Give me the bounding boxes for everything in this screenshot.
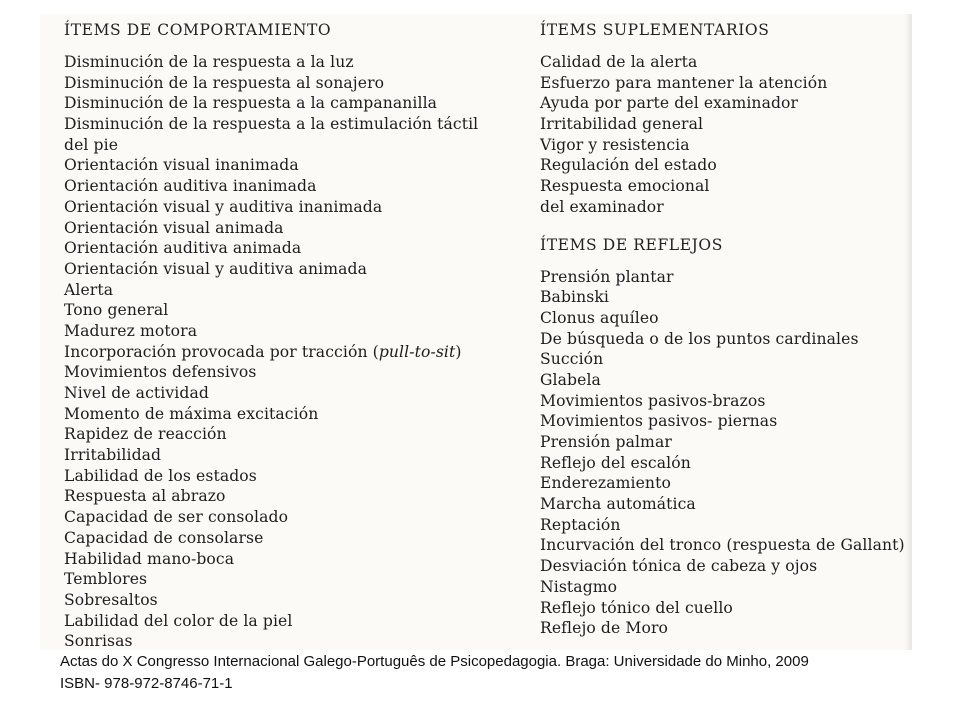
reflex-item: Enderezamiento [540, 474, 671, 493]
behavior-item: Respuesta al abrazo [64, 487, 226, 506]
supplementary-item: Esfuerzo para mantener la atención [540, 73, 828, 92]
reflex-item: Babinski [540, 288, 610, 307]
reflex-item: Movimientos pasivos- piernas [540, 412, 778, 431]
supplementary-item: Irritabilidad general [540, 115, 704, 134]
pull-to-sit-text: Incorporación provocada por tracción ( [64, 342, 379, 361]
behavior-item: Alerta [64, 280, 114, 299]
reflex-item: Incurvación del tronco (respuesta de Gallant) [540, 536, 905, 555]
behavior-item: Orientación auditiva animada [64, 239, 302, 258]
reflex-item: Reflejo tónico del cuello [540, 598, 733, 617]
supplementary-item: Respuesta emocional [540, 177, 710, 196]
behavior-item: Irritabilidad [64, 446, 162, 465]
pull-to-sit-term: pull-to-sit [378, 342, 456, 361]
reflex-item: Desviación tónica de cabeza y ojos [540, 557, 818, 576]
behavior-item: Madurez motora [64, 321, 198, 340]
behavior-item: Orientación visual y auditiva animada [64, 259, 368, 278]
citation-footer [60, 651, 809, 695]
scan-shadow-edge [905, 14, 912, 650]
behavior-item: Orientación visual animada [64, 218, 284, 237]
reflex-item: Nistagmo [540, 577, 618, 596]
behavior-item: Disminución de la respuesta al sonajero [64, 73, 385, 92]
reflex-item: Clonus aquíleo [540, 308, 659, 327]
behavior-item: Disminución de la respuesta a la estimulación táctil [64, 115, 479, 134]
behavior-item: Nivel de actividad [64, 384, 209, 402]
behavior-item: Sobresaltos [64, 590, 158, 609]
reflex-item: Prensión palmar [540, 433, 672, 451]
behavior-items-heading: ÍTEMS DE COMPORTAMIENTO [64, 21, 332, 39]
behavior-item: Habilidad mano-boca [64, 549, 235, 568]
reflex-items-heading: ÍTEMS DE REFLEJOS [540, 235, 723, 254]
behavior-item: Orientación visual inanimada [64, 156, 299, 175]
behavior-item: Disminución de la respuesta a la luz [64, 53, 354, 71]
behavior-item: Sonrisas [64, 632, 133, 650]
behavior-item: Movimientos defensivos [64, 363, 257, 382]
reflex-item: De búsqueda o de los puntos cardinales [540, 329, 859, 348]
scanned-table-image [40, 14, 912, 650]
citation-text: Actas do X Congresso Internacional Galego-Português de Psicopedagogia. Braga: Universidade do Minho, 2009 [60, 653, 809, 670]
supplementary-item: Regulación del estado [540, 156, 717, 175]
behavior-item-pull-to-sit [64, 342, 524, 363]
reflex-item: Reflejo del escalón [540, 453, 691, 472]
behavior-item: Labilidad del color de la piel [64, 611, 293, 630]
behavior-item: Labilidad de los estados [64, 466, 257, 485]
supplementary-item: Vigor y resistencia [540, 135, 690, 154]
supplementary-and-reflex-column [540, 20, 912, 639]
behavior-item: Rapidez de reacción [64, 425, 227, 444]
behavior-item: Capacidad de consolarse [64, 528, 264, 547]
behavior-item: del pie [64, 135, 119, 154]
behavior-item: Orientación visual y auditiva inanimada [64, 197, 383, 216]
reflex-item: Glabela [540, 370, 601, 389]
behavior-item: Orientación auditiva inanimada [64, 177, 317, 196]
reflex-item: Prensión plantar [540, 267, 674, 286]
pull-to-sit-close: ) [455, 342, 462, 361]
supplementary-item: Ayuda por parte del examinador [540, 94, 799, 113]
behavior-items-column [64, 20, 524, 650]
behavior-item: Temblores [64, 570, 148, 589]
reflex-item: Marcha automática [540, 495, 696, 514]
supplementary-item: del examinador [540, 197, 664, 216]
reflex-item: Succión [540, 350, 604, 369]
reflex-item: Movimientos pasivos-brazos [540, 391, 766, 410]
reflex-item: Reptación [540, 515, 621, 534]
behavior-item: Tono general [64, 301, 169, 320]
supplementary-items-heading: ÍTEMS SUPLEMENTARIOS [540, 21, 770, 39]
reflex-item: Reflejo de Moro [540, 619, 669, 638]
behavior-item: Capacidad de ser consolado [64, 508, 289, 527]
isbn-text: ISBN- 978-972-8746-71-1 [60, 675, 233, 692]
supplementary-item: Calidad de la alerta [540, 53, 698, 71]
behavior-item: Momento de máxima excitación [64, 404, 319, 423]
behavior-item: Disminución de la respuesta a la campananilla [64, 94, 438, 113]
